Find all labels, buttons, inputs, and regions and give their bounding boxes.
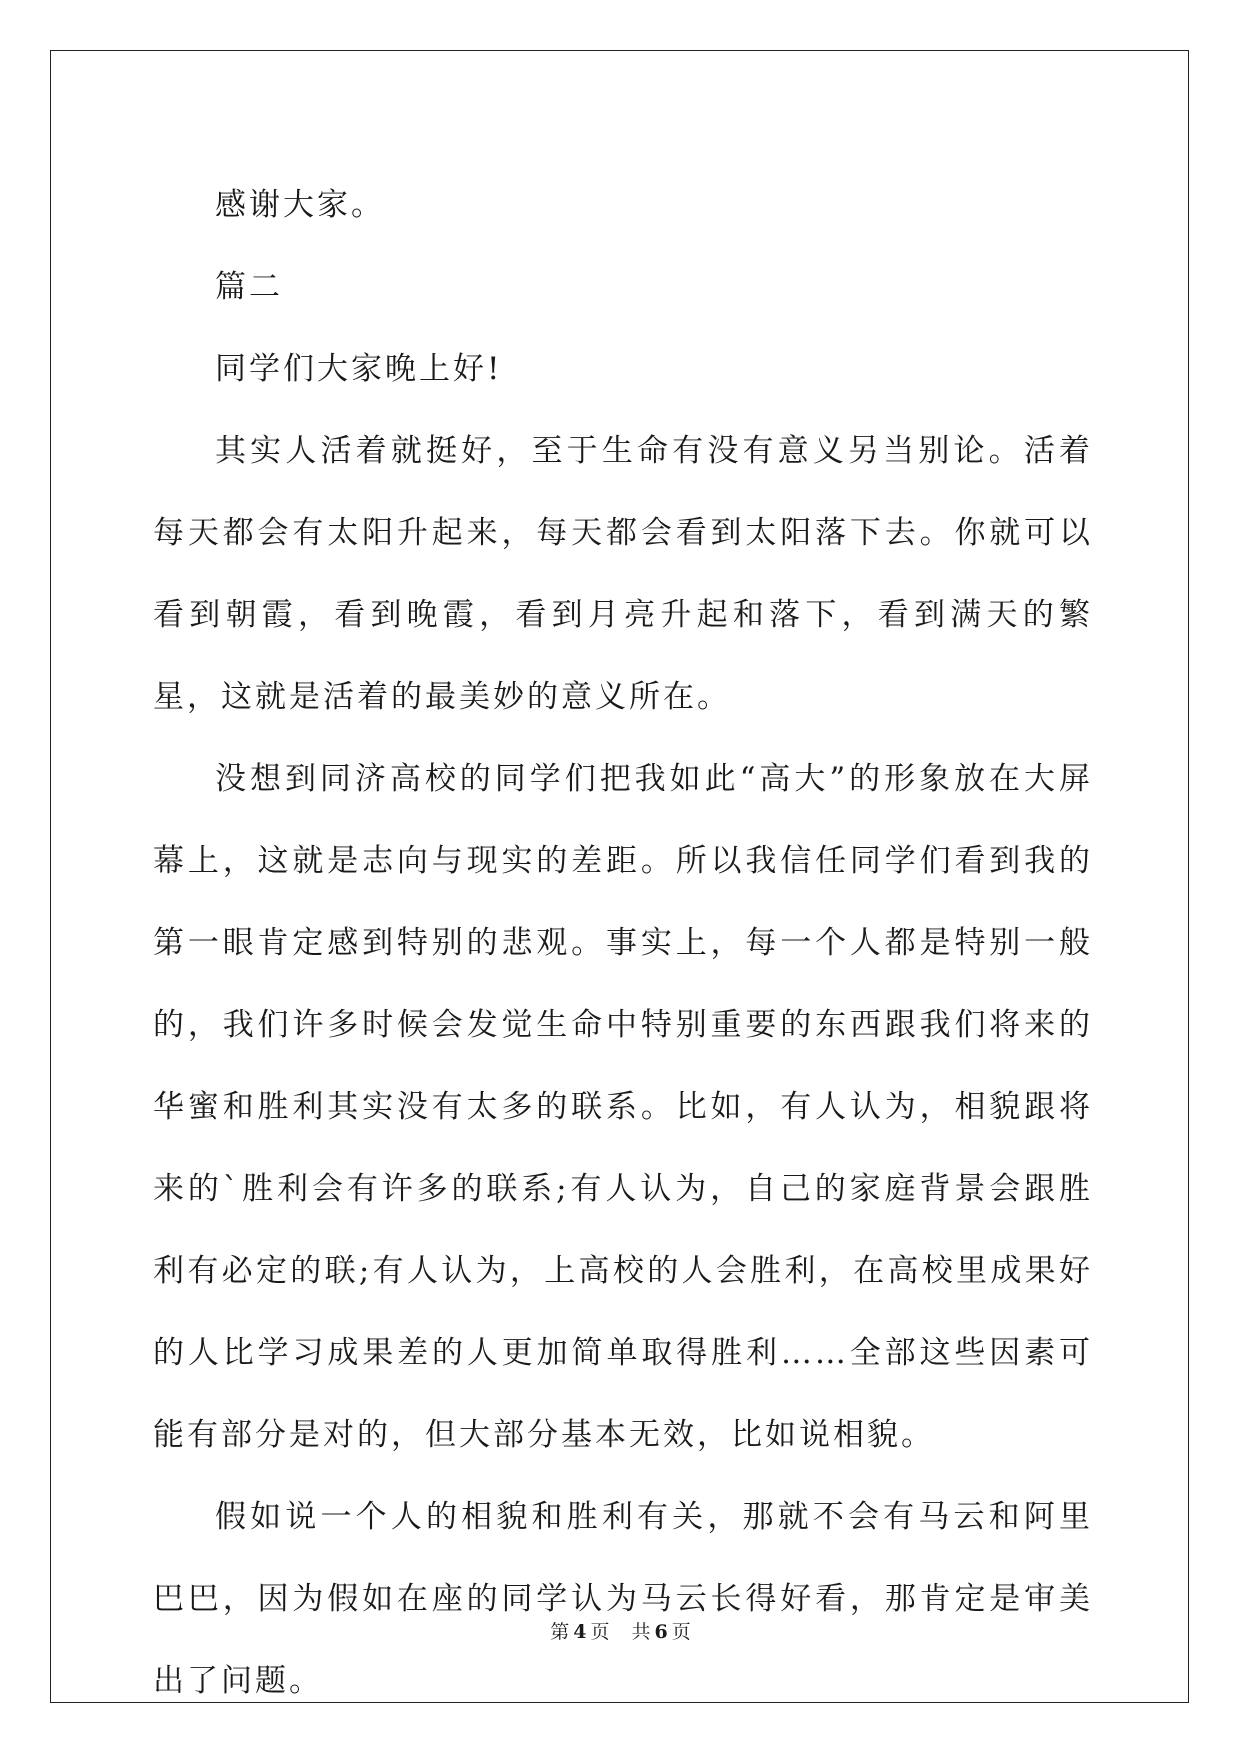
- page-footer: [0, 1617, 1241, 1644]
- document-body: [153, 164, 1093, 1722]
- total-suffix: 页: [671, 1621, 691, 1643]
- current-page-number: 4: [573, 1621, 587, 1643]
- section-heading: 篇二: [215, 269, 283, 305]
- paragraph: 感谢大家。: [215, 187, 385, 223]
- total-page-count: 6: [654, 1621, 668, 1643]
- page-prefix: 第: [550, 1621, 570, 1643]
- total-prefix: 共: [631, 1621, 651, 1643]
- paragraph: 没想到同济高校的同学们把我如此“高大”的形象放在大屏幕上，这就是志向与现实的差距。所以我信任同学们看到我的第一眼肯定感到特别的悲观。事实上，每一个人都是特别一般的，我们许多时候会发觉生命中特别重要的东西跟我们将来的华蜜和胜利其实没有太多的联系。比如，有人认为，相貌跟将来的`胜利会有许多的联系;有人认为，自己的家庭背景会跟胜利有必定的联;有人认为，上高校的人会胜利，在高校里成果好的人比学习成果差的人更加简单取得胜利……全部这些因素可能有部分是对的，但大部分基本无效，比如说相貌。: [153, 761, 1093, 1453]
- paragraph: 其实人活着就挺好，至于生命有没有意义另当别论。活着每天都会有太阳升起来，每天都会看到太阳落下去。你就可以看到朝霞，看到晚霞，看到月亮升起和落下，看到满天的繁星，这就是活着的最美妙的意义所在。: [153, 433, 1093, 715]
- page-suffix: 页: [590, 1621, 610, 1643]
- paragraph: 假如说一个人的相貌和胜利有关，那就不会有马云和阿里巴巴，因为假如在座的同学认为马云长得好看，那肯定是审美出了问题。: [153, 1499, 1093, 1699]
- paragraph: 同学们大家晚上好!: [215, 351, 503, 387]
